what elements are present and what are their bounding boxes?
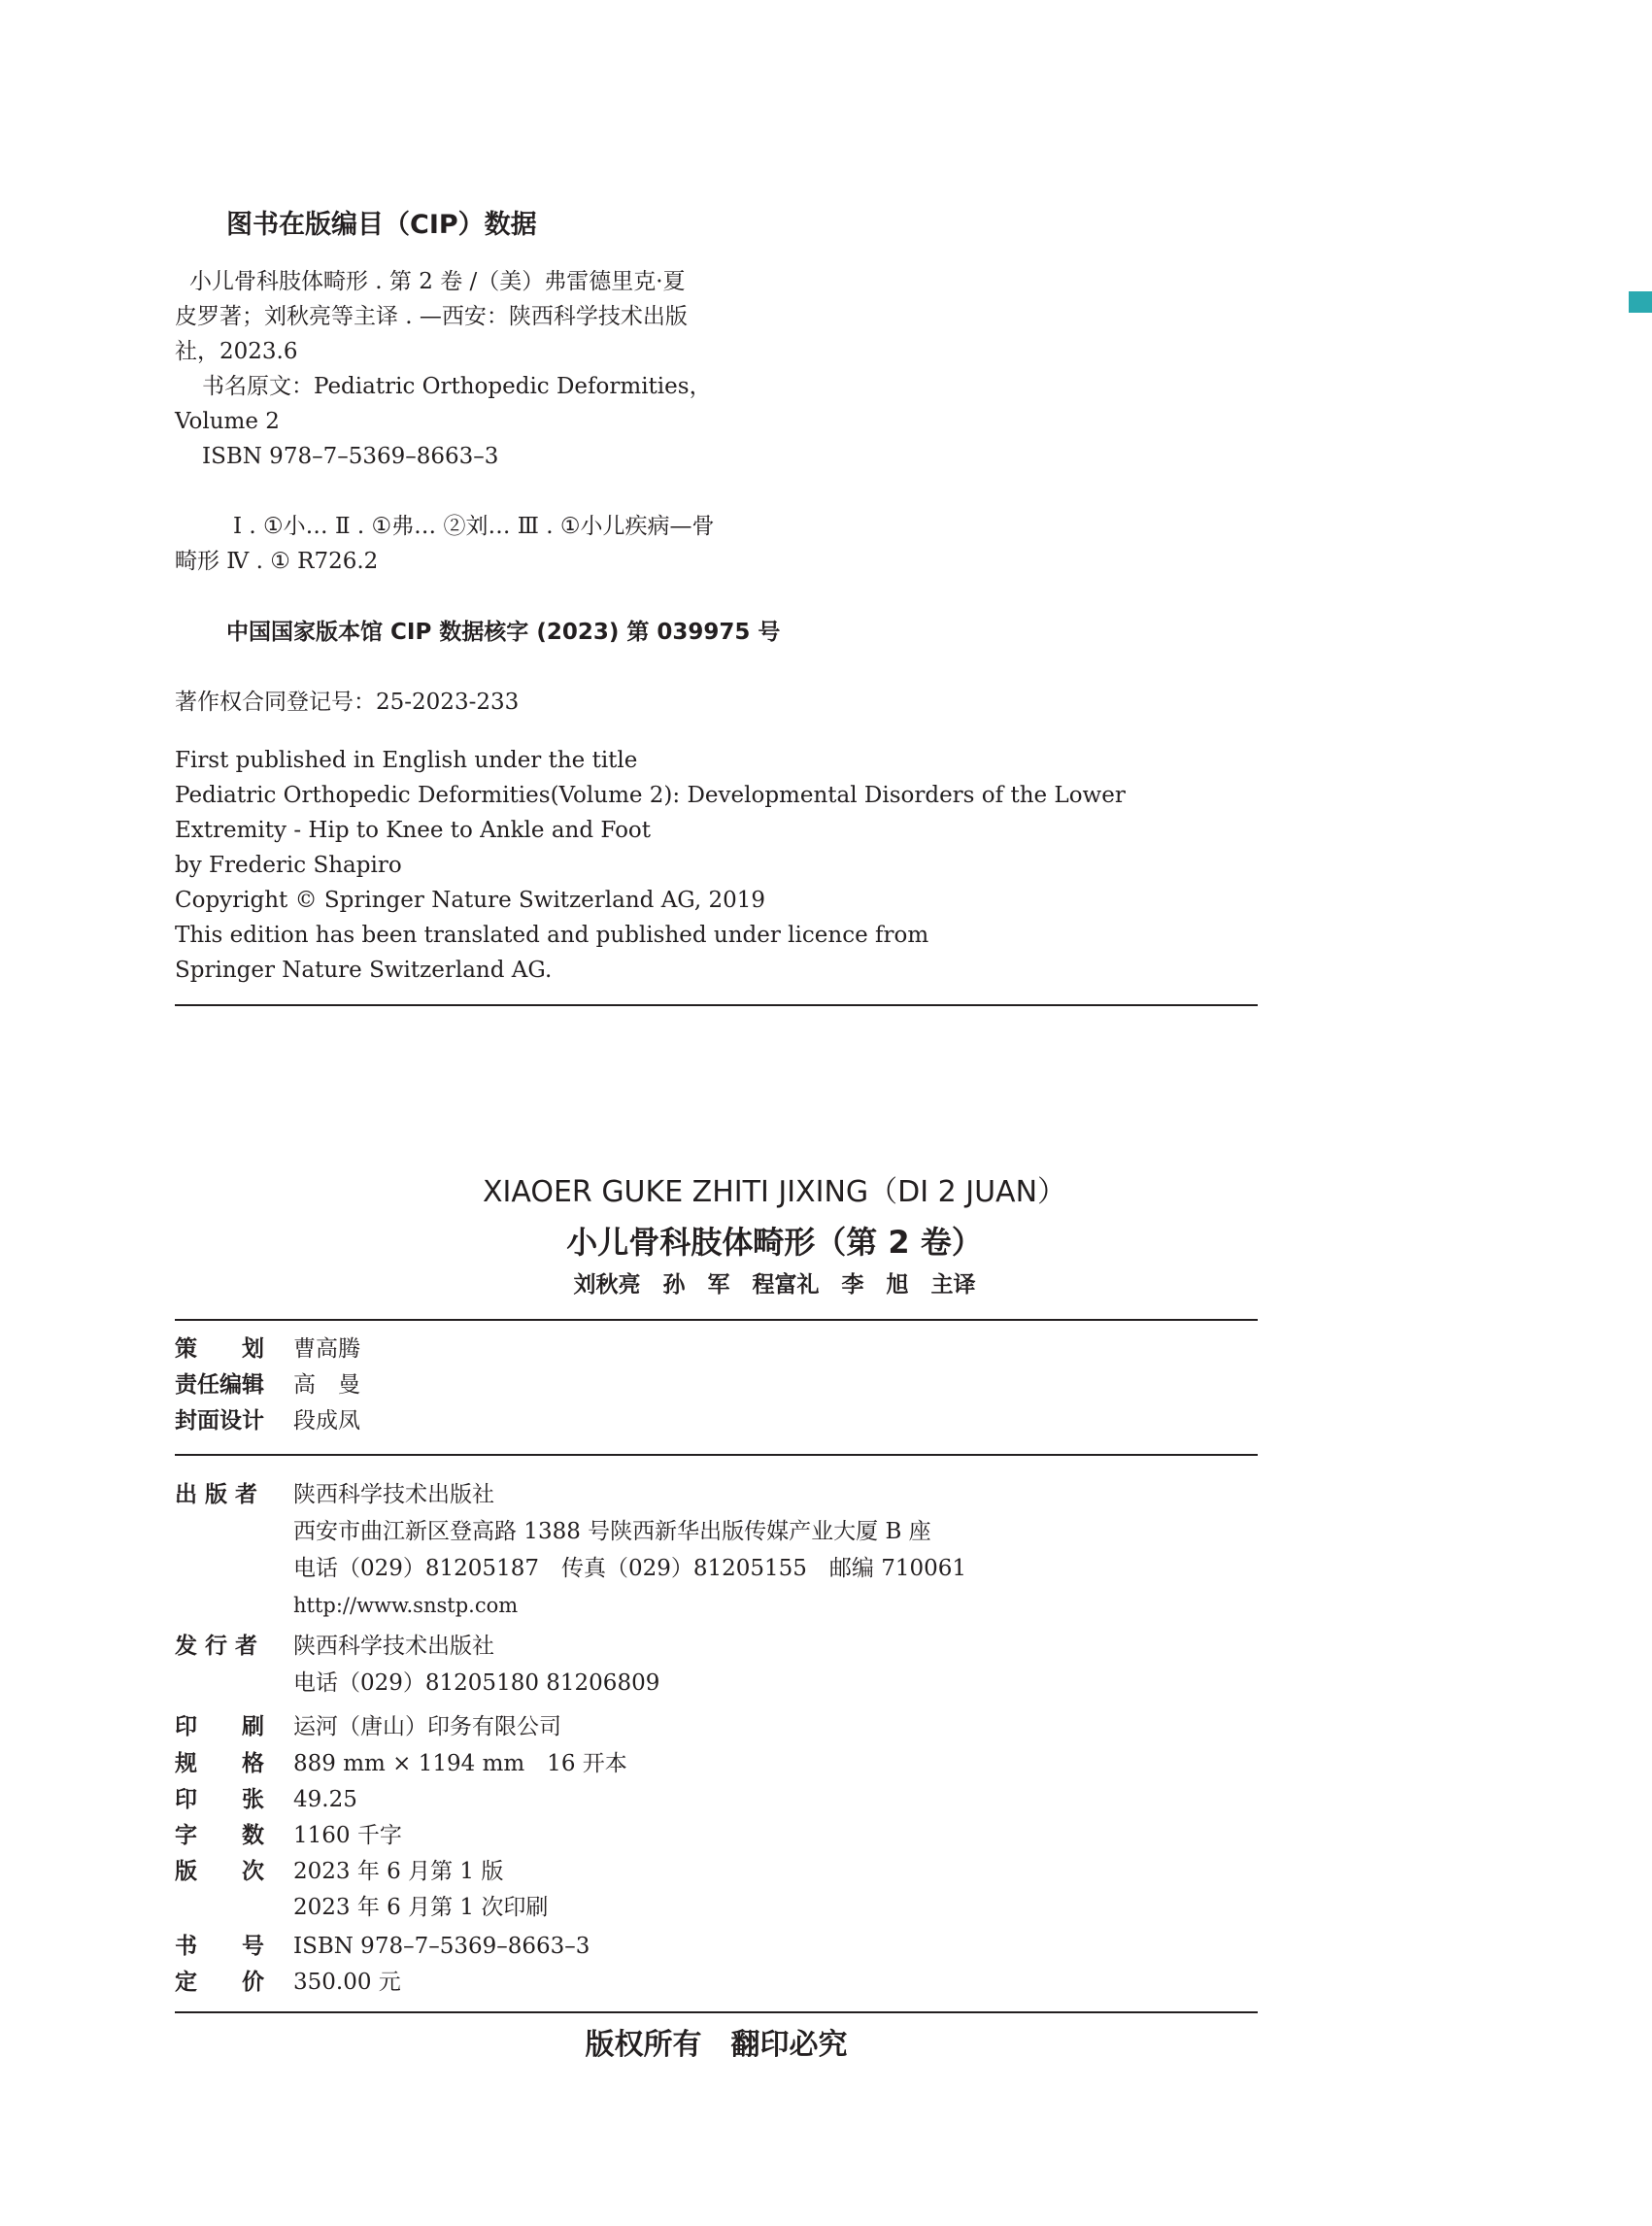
credit-value: 高 曼 [293,1372,360,1398]
cip-isbn-line: ISBN 978–7–5369–8663–3 [202,444,499,469]
info-value: 350.00 元 [293,1970,401,1995]
credit-label: 责任编辑 [175,1372,264,1398]
credit-label: 封面设计 [175,1408,264,1433]
cip-line: 社，2023.6 [175,339,298,364]
edge-tab-marker [1629,291,1652,313]
info-row [175,1478,494,1511]
info-label: 印 刷 [175,1714,264,1739]
info-value: 电话（029）81205187 传真（029）81205155 邮编 710061 [293,1556,967,1581]
info-value: 889 mm × 1194 mm 16 开本 [293,1751,627,1776]
divider [175,1004,1258,1006]
english-line: This edition has been translated and published under licence from [175,923,929,948]
info-value: 1160 千字 [293,1823,402,1848]
divider [175,2011,1258,2013]
info-label: 规 格 [175,1751,264,1776]
cip-class-line: 畸形 Ⅳ . ① R726.2 [175,549,379,574]
credit-label: 策 划 [175,1336,264,1362]
info-value: 西安市曲江新区登高路 1388 号陕西新华出版传媒产业大厦 B 座 [293,1519,931,1544]
cip-line: 皮罗著；刘秋亮等主译 . —西安：陕西科学技术出版 [175,304,688,329]
english-line: Extremity - Hip to Knee to Ankle and Foot [175,818,652,843]
info-label: 出 版 者 [175,1482,258,1507]
info-value: 2023 年 6 月第 1 版 [293,1859,504,1884]
info-value: 2023 年 6 月第 1 次印刷 [293,1895,549,1920]
english-line: Pediatric Orthopedic Deformities(Volume 2): Developmental Disorders of the Lower [175,783,1126,808]
info-label: 发 行 者 [175,1634,258,1659]
info-label: 版 次 [175,1859,264,1884]
info-row [175,1783,357,1816]
website-link[interactable]: http://www.snstp.com [293,1594,519,1617]
cip-line: 小儿骨科肢体畸形 . 第 2 卷 /（美）弗雷德里克·夏 [189,269,686,294]
divider [175,1319,1258,1321]
credit-row [175,1368,360,1401]
info-row [175,1855,503,1888]
info-row [175,1747,627,1780]
english-line: Copyright © Springer Nature Switzerland AG, 2019 [175,888,766,913]
cip-verification: 中国国家版本馆 CIP 数据核字 (2023) 第 039975 号 [226,620,781,645]
info-row [175,1891,548,1924]
pinyin-title: XIAOER GUKE ZHITI JIXING（DI 2 JUAN） [482,1175,1067,1209]
cip-class-line: Ⅰ . ①小… Ⅱ . ①弗… ②刘… Ⅲ . ①小儿疾病—骨 [233,514,715,539]
info-label: 定 价 [175,1970,264,1995]
divider [175,1454,1258,1456]
info-row [175,1515,931,1548]
cip-heading: 图书在版编目（CIP）数据 [226,210,537,240]
translators: 刘秋亮 孙 军 程富礼 李 旭 主译 [573,1272,976,1298]
info-row [175,1552,966,1585]
info-value: 电话（029）81205180 81206809 [293,1670,660,1696]
info-value: 49.25 [293,1787,357,1812]
info-label: 书 号 [175,1934,264,1959]
credit-value: 段成凤 [293,1408,360,1433]
info-value: ISBN 978–7–5369–8663–3 [293,1934,590,1959]
copyright-notice: 版权所有 翻印必究 [585,2028,848,2062]
info-row [175,1667,659,1700]
english-line: Springer Nature Switzerland AG. [175,958,553,983]
english-line: by Frederic Shapiro [175,853,402,878]
english-line: First published in English under the title [175,748,638,773]
info-label: 印 张 [175,1787,264,1812]
info-value: 运河（唐山）印务有限公司 [293,1714,561,1739]
info-row [175,1966,401,1999]
info-label: 字 数 [175,1823,264,1848]
credit-value: 曹高腾 [293,1336,360,1362]
info-row [175,1710,561,1743]
info-row [175,1819,402,1852]
credit-row [175,1404,360,1437]
cip-line: 书名原文：Pediatric Orthopedic Deformities， [202,374,712,399]
cip-line: Volume 2 [175,409,280,434]
info-value: 陕西科学技术出版社 [293,1482,494,1507]
info-row [175,1589,518,1622]
info-row [175,1930,590,1963]
credit-row [175,1332,360,1366]
info-row [175,1630,494,1663]
copyright-registration: 著作权合同登记号：25-2023-233 [175,690,520,715]
book-title: 小儿骨科肢体畸形（第 2 卷） [566,1224,983,1261]
info-value: 陕西科学技术出版社 [293,1634,494,1659]
